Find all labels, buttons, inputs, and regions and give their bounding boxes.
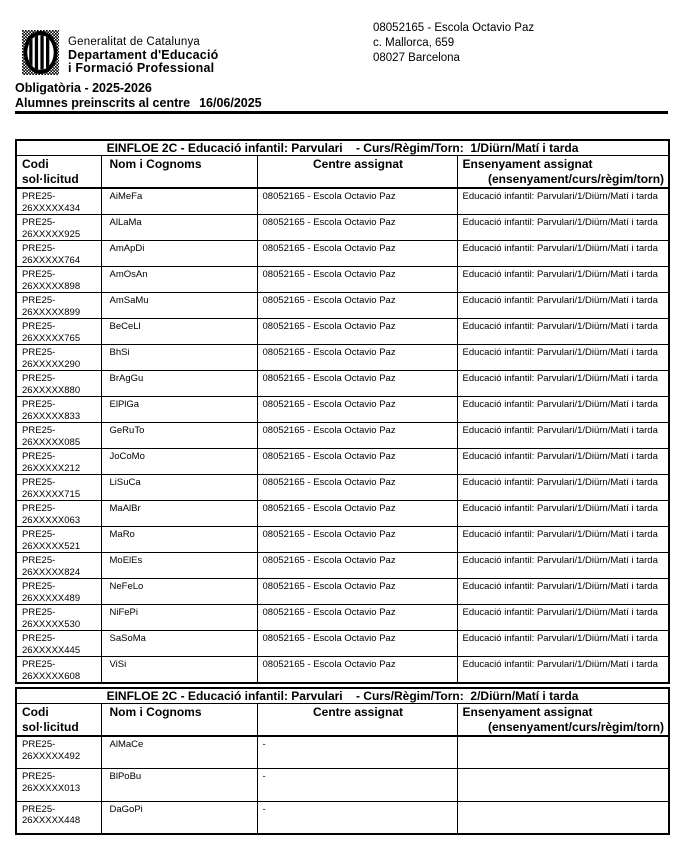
col-header-codi: [16, 156, 101, 189]
cell-codi-sollicitud: [16, 267, 101, 293]
codi-line1: PRE25-: [22, 581, 56, 592]
cell-codi-sollicitud: [16, 527, 101, 553]
table-row: [16, 215, 669, 241]
cell-nom-cognoms: NiFePi: [101, 605, 257, 631]
codi-line1: PRE25-: [22, 321, 56, 332]
cell-nom-cognoms: ViSi: [101, 657, 257, 684]
cell-codi-sollicitud: [16, 501, 101, 527]
school-code-name: 08052165 - Escola Octavio Paz: [373, 22, 535, 34]
codi-line2: 26XXXXX925: [22, 228, 81, 240]
codi-line1: PRE25-: [22, 771, 56, 783]
cell-centre-assignat: 08052165 - Escola Octavio Paz: [257, 631, 457, 657]
col-header-ensenyament: [457, 704, 669, 737]
col-header-centre: Centre assignat: [257, 156, 457, 189]
cell-ensenyament-assignat: Educació infantil: Parvulari/1/Diürn/Matí i tarda: [457, 345, 669, 371]
cell-nom-cognoms: BrAgGu: [101, 371, 257, 397]
cell-nom-cognoms: LiSuCa: [101, 475, 257, 501]
codi-line1: PRE25-: [22, 803, 56, 815]
table-title-row: [16, 140, 669, 156]
cell-centre-assignat: 08052165 - Escola Octavio Paz: [257, 397, 457, 423]
cell-codi-sollicitud: [16, 553, 101, 579]
cell-codi-sollicitud: [16, 188, 101, 215]
table-row: [16, 631, 669, 657]
cell-ensenyament-assignat: Educació infantil: Parvulari/1/Diürn/Matí i tarda: [457, 631, 669, 657]
cell-nom-cognoms: DaGoPi: [101, 801, 257, 834]
cell-centre-assignat: 08052165 - Escola Octavio Paz: [257, 501, 457, 527]
cell-ensenyament-assignat: Educació infantil: Parvulari/1/Diürn/Matí i tarda: [457, 319, 669, 345]
table-row: [16, 371, 669, 397]
codi-line2: 26XXXXX212: [22, 462, 81, 474]
table-row: [16, 241, 669, 267]
cell-ensenyament-assignat: Educació infantil: Parvulari/1/Diürn/Matí i tarda: [457, 423, 669, 449]
cell-codi-sollicitud: [16, 736, 101, 769]
table-row: [16, 801, 669, 834]
cell-codi-sollicitud: [16, 345, 101, 371]
org-department-line1: Departament d'Educació: [68, 48, 219, 62]
cell-codi-sollicitud: [16, 801, 101, 834]
cell-ensenyament-assignat: Educació infantil: Parvulari/1/Diürn/Matí i tarda: [457, 293, 669, 319]
codi-line1: PRE25-: [22, 529, 56, 540]
codi-line2: 26XXXXX489: [22, 592, 81, 604]
cell-codi-sollicitud: [16, 449, 101, 475]
codi-line1: PRE25-: [22, 659, 56, 670]
cell-codi-sollicitud: [16, 293, 101, 319]
codi-line1: PRE25-: [22, 269, 56, 280]
cell-ensenyament-assignat: Educació infantil: Parvulari/1/Diürn/Matí i tarda: [457, 397, 669, 423]
cell-centre-assignat: 08052165 - Escola Octavio Paz: [257, 553, 457, 579]
codi-line2: 26XXXXX434: [22, 202, 81, 214]
cell-nom-cognoms: AlMaCe: [101, 736, 257, 769]
cell-nom-cognoms: AlLaMa: [101, 215, 257, 241]
heading-date: 16/06/2025: [199, 96, 262, 110]
codi-line2: 26XXXXX715: [22, 488, 81, 500]
table-header-row: [16, 156, 669, 189]
codi-line2: 26XXXXX880: [22, 384, 81, 396]
codi-line1: PRE25-: [22, 555, 56, 566]
codi-line1: PRE25-: [22, 295, 56, 306]
cell-codi-sollicitud: [16, 657, 101, 684]
codi-line2: 26XXXXX448: [22, 815, 81, 827]
table-row: [16, 423, 669, 449]
cell-centre-assignat: 08052165 - Escola Octavio Paz: [257, 241, 457, 267]
col-header-codi-line1: Codi: [22, 157, 49, 171]
cell-ensenyament-assignat: Educació infantil: Parvulari/1/Diürn/Matí i tarda: [457, 579, 669, 605]
table-row: [16, 293, 669, 319]
cell-nom-cognoms: BlPoBu: [101, 769, 257, 802]
cell-centre-assignat: 08052165 - Escola Octavio Paz: [257, 475, 457, 501]
generalitat-logo: [22, 30, 59, 75]
cell-centre-assignat: 08052165 - Escola Octavio Paz: [257, 371, 457, 397]
cell-nom-cognoms: AmOsAn: [101, 267, 257, 293]
table-row: [16, 345, 669, 371]
cell-ensenyament-assignat: Educació infantil: Parvulari/1/Diürn/Matí i tarda: [457, 267, 669, 293]
cell-codi-sollicitud: [16, 241, 101, 267]
cell-centre-assignat: 08052165 - Escola Octavio Paz: [257, 605, 457, 631]
col-header-nom: Nom i Cognoms: [101, 156, 257, 189]
cell-nom-cognoms: AmApDi: [101, 241, 257, 267]
codi-line1: PRE25-: [22, 739, 56, 750]
senyera-shield-icon: [22, 30, 59, 75]
col-header-codi-line2: sol·licitud: [22, 172, 79, 186]
cell-nom-cognoms: BhSi: [101, 345, 257, 371]
codi-line2: 26XXXXX445: [22, 644, 81, 656]
cell-centre-assignat: 08052165 - Escola Octavio Paz: [257, 267, 457, 293]
codi-line2: 26XXXXX530: [22, 618, 81, 630]
table-title: EINFLOE 2C - Educació infantil: Parvulari - Curs/Règim/Torn: 1/Diürn/Matí i tarda: [16, 140, 669, 156]
col-header-ensenyament-line2: (ensenyament/curs/règim/torn): [487, 720, 665, 734]
cell-centre-assignat: 08052165 - Escola Octavio Paz: [257, 423, 457, 449]
col-header-ensenyament-line1: Ensenyament assignat: [462, 157, 593, 171]
cell-codi-sollicitud: [16, 605, 101, 631]
preinscrits-table-torn-2: [15, 687, 670, 835]
codi-line1: PRE25-: [22, 243, 56, 254]
cell-nom-cognoms: MoElEs: [101, 553, 257, 579]
school-city: 08027 Barcelona: [373, 52, 460, 64]
school-block: [373, 21, 534, 66]
cell-codi-sollicitud: [16, 631, 101, 657]
table-row: [16, 605, 669, 631]
heading-title-line: [15, 96, 262, 110]
cell-ensenyament-assignat: Educació infantil: Parvulari/1/Diürn/Matí i tarda: [457, 371, 669, 397]
codi-line2: 26XXXXX290: [22, 358, 81, 370]
codi-line2: 26XXXXX898: [22, 280, 81, 292]
cell-ensenyament-assignat: Educació infantil: Parvulari/1/Diürn/Matí i tarda: [457, 501, 669, 527]
codi-line1: PRE25-: [22, 607, 56, 618]
table-row: [16, 736, 669, 769]
heading-regime: Obligatòria - 2025-2026: [15, 81, 152, 95]
col-header-ensenyament: [457, 156, 669, 189]
cell-nom-cognoms: JoCoMo: [101, 449, 257, 475]
heading-title: Alumnes preinscrits al centre: [15, 96, 191, 110]
codi-line1: PRE25-: [22, 633, 56, 644]
table-row: [16, 769, 669, 802]
cell-nom-cognoms: MaAlBr: [101, 501, 257, 527]
codi-line2: 26XXXXX013: [22, 782, 81, 794]
cell-ensenyament-assignat: Educació infantil: Parvulari/1/Diürn/Matí i tarda: [457, 527, 669, 553]
cell-ensenyament-assignat: [457, 801, 669, 834]
cell-ensenyament-assignat: [457, 736, 669, 769]
col-header-ensenyament-line1: Ensenyament assignat: [462, 705, 593, 719]
cell-ensenyament-assignat: Educació infantil: Parvulari/1/Diürn/Matí i tarda: [457, 449, 669, 475]
codi-line2: 26XXXXX833: [22, 410, 81, 422]
table-row: [16, 553, 669, 579]
codi-line2: 26XXXXX085: [22, 436, 81, 448]
cell-nom-cognoms: BeCeLl: [101, 319, 257, 345]
codi-line2: 26XXXXX608: [22, 670, 81, 682]
cell-centre-assignat: 08052165 - Escola Octavio Paz: [257, 188, 457, 215]
cell-ensenyament-assignat: Educació infantil: Parvulari/1/Diürn/Matí i tarda: [457, 657, 669, 684]
cell-ensenyament-assignat: Educació infantil: Parvulari/1/Diürn/Matí i tarda: [457, 475, 669, 501]
codi-line2: 26XXXXX521: [22, 540, 81, 552]
cell-ensenyament-assignat: Educació infantil: Parvulari/1/Diürn/Matí i tarda: [457, 241, 669, 267]
cell-centre-assignat: -: [257, 769, 457, 802]
codi-line2: 26XXXXX765: [22, 332, 81, 344]
cell-codi-sollicitud: [16, 215, 101, 241]
cell-codi-sollicitud: [16, 397, 101, 423]
cell-nom-cognoms: MaRo: [101, 527, 257, 553]
codi-line2: 26XXXXX492: [22, 750, 81, 762]
col-header-centre: Centre assignat: [257, 704, 457, 737]
cell-centre-assignat: 08052165 - Escola Octavio Paz: [257, 449, 457, 475]
table-header-row: [16, 704, 669, 737]
codi-line1: PRE25-: [22, 451, 56, 462]
table-row: [16, 397, 669, 423]
table-row: [16, 579, 669, 605]
col-header-ensenyament-line2: (ensenyament/curs/règim/torn): [487, 172, 665, 186]
cell-centre-assignat: 08052165 - Escola Octavio Paz: [257, 527, 457, 553]
cell-nom-cognoms: AmSaMu: [101, 293, 257, 319]
cell-codi-sollicitud: [16, 475, 101, 501]
cell-codi-sollicitud: [16, 319, 101, 345]
cell-centre-assignat: 08052165 - Escola Octavio Paz: [257, 293, 457, 319]
codi-line2: 26XXXXX063: [22, 514, 81, 526]
cell-codi-sollicitud: [16, 423, 101, 449]
cell-nom-cognoms: GeRuTo: [101, 423, 257, 449]
table-row: [16, 449, 669, 475]
codi-line1: PRE25-: [22, 477, 56, 488]
codi-line1: PRE25-: [22, 503, 56, 514]
codi-line2: 26XXXXX899: [22, 306, 81, 318]
table-row: [16, 501, 669, 527]
org-block: [68, 36, 218, 75]
cell-ensenyament-assignat: [457, 769, 669, 802]
table-row: [16, 188, 669, 215]
cell-centre-assignat: -: [257, 801, 457, 834]
cell-ensenyament-assignat: Educació infantil: Parvulari/1/Diürn/Matí i tarda: [457, 605, 669, 631]
col-header-codi-line2: sol·licitud: [22, 720, 79, 734]
table-row: [16, 319, 669, 345]
cell-codi-sollicitud: [16, 371, 101, 397]
table-row: [16, 657, 669, 684]
codi-line1: PRE25-: [22, 373, 56, 384]
table-title-row: [16, 688, 669, 704]
table-title: EINFLOE 2C - Educació infantil: Parvulari - Curs/Règim/Torn: 2/Diürn/Matí i tarda: [16, 688, 669, 704]
cell-centre-assignat: -: [257, 736, 457, 769]
table-body-torn-1: [16, 188, 669, 683]
preinscrits-table-torn-1: [15, 139, 670, 684]
cell-nom-cognoms: NeFeLo: [101, 579, 257, 605]
table-body-torn-2: [16, 736, 669, 834]
col-header-codi: [16, 704, 101, 737]
codi-line1: PRE25-: [22, 347, 56, 358]
cell-centre-assignat: 08052165 - Escola Octavio Paz: [257, 579, 457, 605]
table-row: [16, 527, 669, 553]
org-name: Generalitat de Catalunya: [68, 36, 201, 48]
school-street: c. Mallorca, 659: [373, 37, 455, 49]
col-header-nom: Nom i Cognoms: [101, 704, 257, 737]
table-row: [16, 475, 669, 501]
cell-ensenyament-assignat: Educació infantil: Parvulari/1/Diürn/Matí i tarda: [457, 188, 669, 215]
codi-line2: 26XXXXX764: [22, 254, 81, 266]
cell-centre-assignat: 08052165 - Escola Octavio Paz: [257, 215, 457, 241]
cell-nom-cognoms: ElPlGa: [101, 397, 257, 423]
cell-codi-sollicitud: [16, 769, 101, 802]
cell-codi-sollicitud: [16, 579, 101, 605]
cell-ensenyament-assignat: Educació infantil: Parvulari/1/Diürn/Matí i tarda: [457, 215, 669, 241]
org-department-line2: i Formació Professional: [68, 61, 215, 75]
cell-nom-cognoms: AiMeFa: [101, 188, 257, 215]
codi-line1: PRE25-: [22, 217, 56, 228]
table-row: [16, 267, 669, 293]
codi-line1: PRE25-: [22, 399, 56, 410]
codi-line1: PRE25-: [22, 425, 56, 436]
codi-line2: 26XXXXX824: [22, 566, 81, 578]
cell-centre-assignat: 08052165 - Escola Octavio Paz: [257, 657, 457, 684]
cell-nom-cognoms: SaSoMa: [101, 631, 257, 657]
col-header-codi-line1: Codi: [22, 705, 49, 719]
cell-centre-assignat: 08052165 - Escola Octavio Paz: [257, 319, 457, 345]
cell-ensenyament-assignat: Educació infantil: Parvulari/1/Diürn/Matí i tarda: [457, 553, 669, 579]
heading-underline: [15, 111, 668, 114]
cell-centre-assignat: 08052165 - Escola Octavio Paz: [257, 345, 457, 371]
codi-line1: PRE25-: [22, 191, 56, 202]
